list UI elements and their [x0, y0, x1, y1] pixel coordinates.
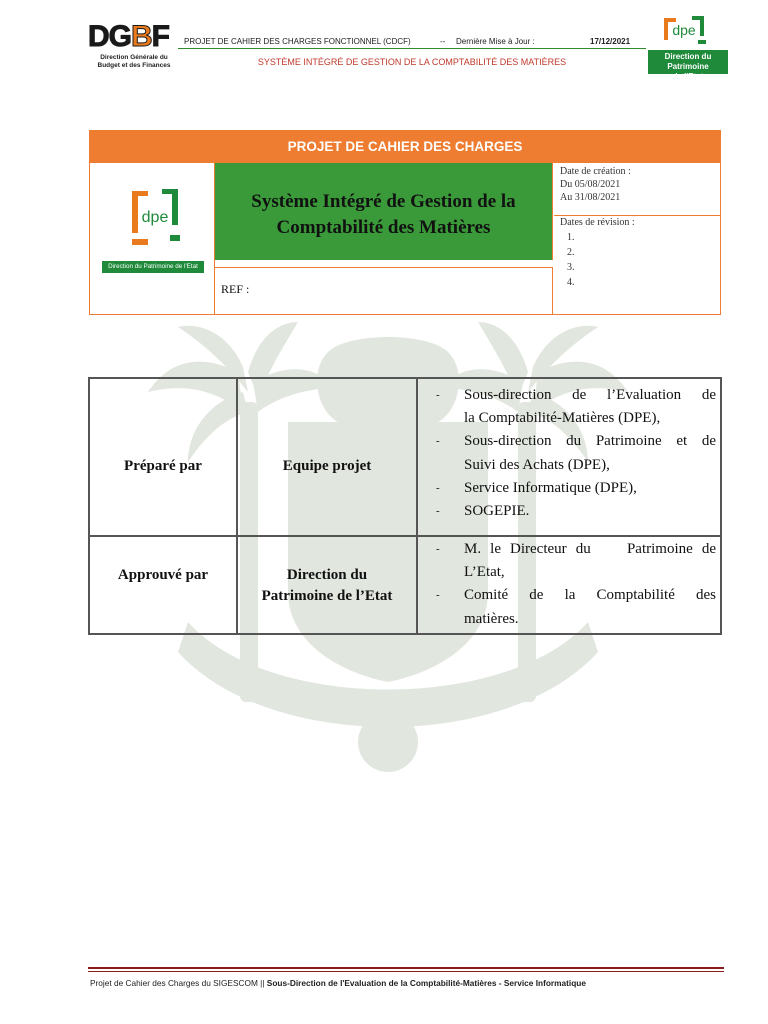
- header-update-date: 17/12/2021: [590, 37, 631, 46]
- footer-rule: [88, 971, 724, 972]
- title-block-logo-caption: Direction du Patrimoine de l'Etat: [102, 261, 204, 273]
- list-bullet: -: [436, 481, 440, 494]
- dgbf-logo-subtitle: Direction Générale du Budget et des Finances: [97, 54, 171, 69]
- list-item: - M. le Directeur du Patrimoine de L’Etat,: [436, 538, 716, 584]
- footer-rule: [88, 967, 724, 969]
- creation-from: Du 05/08/2021: [560, 179, 621, 190]
- ref-cell: [215, 267, 553, 315]
- dpe-logo-icon: [658, 14, 710, 48]
- approval-table: [88, 377, 722, 635]
- svg-text:dpe: dpe: [672, 22, 696, 38]
- revision-item: 3.: [567, 262, 575, 273]
- list-bullet: -: [436, 543, 440, 555]
- revision-label: Dates de révision :: [560, 217, 635, 228]
- creation-label: Date de création :: [560, 166, 631, 177]
- dgbf-logo-word: DGBF: [88, 20, 169, 53]
- dgbf-logo: [88, 22, 180, 84]
- footer-left: Projet de Cahier des Charges du SIGESCOM ||: [90, 978, 267, 988]
- list-item: - Service Informatique (DPE),: [436, 477, 716, 500]
- footer-right: Sous-Direction de l'Evaluation de la Comptabilité-Matières - Service Informatique: [266, 978, 586, 988]
- system-title: Système Intégré de Gestion de la Comptabilité des Matières: [251, 191, 516, 238]
- svg-text:dpe: dpe: [141, 209, 169, 226]
- system-title-cell: [215, 163, 553, 260]
- revision-item: 2.: [567, 247, 575, 258]
- table-row-divider: [90, 535, 720, 537]
- header-system-line: SYSTÈME INTÉGRÉ DE GESTION DE LA COMPTABILITÉ DES MATIÈRES: [257, 57, 567, 67]
- revision-item: 4.: [567, 277, 575, 288]
- list-item: - Sous-direction du Patrimoine et de Suivi des Achats (DPE),: [436, 430, 716, 476]
- header-project-title: PROJET DE CAHIER DES CHARGES FONCTIONNEL (CDCF): [184, 37, 411, 46]
- creation-date-cell: [554, 163, 720, 216]
- approved-by-label: Approuvé par: [117, 567, 209, 583]
- creation-to: Au 31/08/2021: [560, 192, 621, 203]
- footer-text: [90, 977, 730, 989]
- list-item: - Comité de la Comptabilité des matières.: [436, 584, 716, 630]
- approved-by-list: [436, 538, 716, 631]
- list-item: - SOGEPIE.: [436, 500, 716, 523]
- dpe-header-logo: [648, 14, 728, 81]
- header-separator: --: [440, 37, 446, 46]
- header-update-label: Dernière Mise à Jour :: [456, 37, 535, 46]
- dpe-header-caption: Direction du Patrimoine de l'Etat: [648, 50, 728, 74]
- list-item: - Sous-direction de l’Evaluation de la Comptabilité-Matières (DPE),: [436, 384, 716, 430]
- header-project-line: [178, 36, 646, 49]
- title-block-body: [89, 163, 721, 315]
- prepared-by-label: Préparé par: [124, 458, 202, 474]
- revision-item: 1.: [567, 232, 575, 243]
- ref-label: REF :: [221, 282, 250, 296]
- prepared-by-entity: Equipe projet: [282, 458, 372, 474]
- approved-by-entity: Direction du Patrimoine de l’Etat: [261, 567, 393, 604]
- title-block-heading: PROJET DE CAHIER DES CHARGES: [89, 130, 721, 163]
- list-bullet: -: [436, 589, 440, 602]
- table-column-divider: [416, 379, 418, 633]
- revision-dates-cell: [554, 215, 720, 314]
- dpe-logo-icon: [126, 185, 184, 255]
- list-bullet: -: [436, 389, 440, 401]
- list-bullet: -: [436, 505, 440, 518]
- title-block-logo-cell: [90, 163, 215, 314]
- list-bullet: -: [436, 435, 440, 448]
- title-block: [89, 130, 721, 316]
- prepared-by-list: [436, 384, 716, 523]
